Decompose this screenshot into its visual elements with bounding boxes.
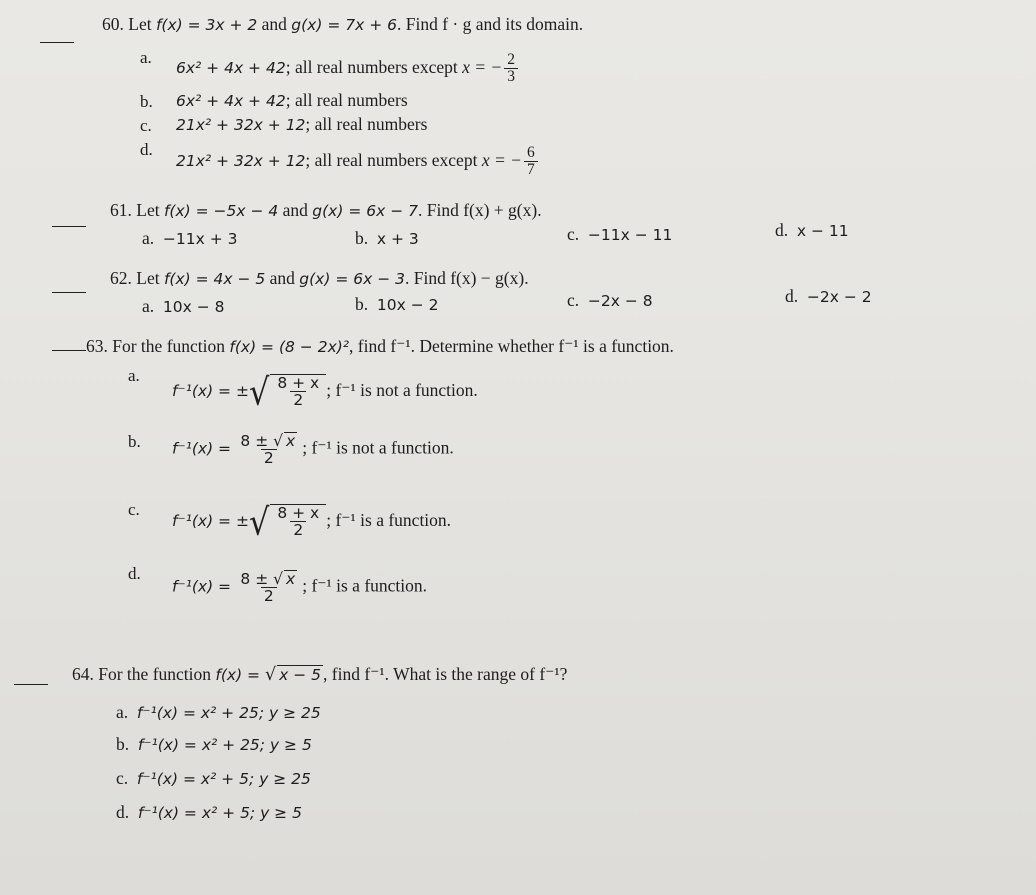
option-64-c[interactable]: c. f⁻¹(x) = x² + 5; y ≥ 25 [116, 768, 311, 788]
answer-blank-63[interactable] [52, 350, 86, 351]
fraction: $\frac{8 \pm √ x}{2}$ [240, 432, 296, 468]
option-61-c[interactable]: c. −11x − 11 [567, 224, 673, 244]
option-60-b[interactable]: 6x² + 4x + 42; all real numbers [176, 90, 408, 110]
answer-blank-64[interactable] [14, 684, 48, 685]
option-60-c[interactable]: 21x² + 32x + 12; all real numbers [176, 114, 428, 134]
answer-blank-60[interactable] [40, 42, 74, 43]
fraction: $\frac{2}{3}$ [504, 52, 518, 86]
option-62-d[interactable]: d. −2x − 2 [785, 286, 872, 306]
radical-sign: √ [248, 499, 270, 544]
question-62-prompt: 62. Let f(x) = 4x − 5 and g(x) = 6x − 3. Find f(x) − g(x). [110, 268, 529, 288]
option-63-d[interactable]: f⁻¹(x) = $\frac{8 \pm √ x}{2}$ ; f⁻¹ is a function. [172, 570, 428, 606]
option-61-a[interactable]: a. −11x + 3 [142, 228, 238, 248]
option-61-d[interactable]: d. x − 11 [775, 220, 849, 240]
option-letter: a. [128, 366, 140, 385]
question-64-prompt: 64. For the function f(x) = √ x − 5 , find f⁻¹. What is the range of f⁻¹? [72, 664, 568, 685]
radicand: $\frac{8 + x}{2}$ [270, 374, 326, 409]
option-64-a[interactable]: a. f⁻¹(x) = x² + 25; y ≥ 25 [116, 702, 321, 722]
option-letter: b. [128, 432, 141, 451]
radical-sign: √ [264, 665, 277, 685]
radicand: $\frac{8 + x}{2}$ [270, 504, 326, 539]
option-letter: d. [128, 564, 141, 583]
fraction: $\frac{8 \pm √ x}{2}$ [240, 570, 296, 606]
option-62-c[interactable]: c. −2x − 8 [567, 290, 653, 310]
option-61-b[interactable]: b. x + 3 [355, 228, 419, 248]
option-63-c[interactable]: f⁻¹(x) = ±√ $\frac{8 + x}{2}$ ; f⁻¹ is a function. [172, 499, 452, 544]
option-letter: c. [140, 116, 152, 135]
answer-blank-62[interactable] [52, 292, 86, 293]
option-60-d[interactable]: 21x² + 32x + 12; all real numbers except x = − $\frac{6}{7}$ [176, 145, 540, 179]
option-letter: d. [140, 140, 153, 159]
option-63-a[interactable]: f⁻¹(x) = ±√ $\frac{8 + x}{2}$ ; f⁻¹ is not a function. [172, 369, 478, 414]
option-64-b[interactable]: b. f⁻¹(x) = x² + 25; y ≥ 5 [116, 734, 312, 754]
option-letter: a. [140, 48, 152, 67]
question-60-prompt: 60. Let f(x) = 3x + 2 and g(x) = 7x + 6. Find f · g and its domain. [102, 14, 584, 34]
radical-sign: √ [273, 432, 284, 450]
question-63-prompt: 63. For the function f(x) = (8 − 2x)², find f⁻¹. Determine whether f⁻¹ is a function. [86, 336, 674, 356]
radical-sign: √ [248, 369, 270, 414]
answer-blank-61[interactable] [52, 226, 86, 227]
option-63-b[interactable]: f⁻¹(x) = $\frac{8 \pm √ x}{2}$ ; f⁻¹ is not a function. [172, 432, 454, 468]
option-62-a[interactable]: a. 10x − 8 [142, 296, 225, 316]
option-letter: b. [140, 92, 153, 111]
option-letter: c. [128, 500, 140, 519]
option-64-d[interactable]: d. f⁻¹(x) = x² + 5; y ≥ 5 [116, 802, 302, 822]
option-62-b[interactable]: b. 10x − 2 [355, 294, 439, 314]
radical-sign: √ [273, 570, 284, 588]
fraction: $\frac{6}{7}$ [524, 145, 538, 179]
question-61-prompt: 61. Let f(x) = −5x − 4 and g(x) = 6x − 7. Find f(x) + g(x). [110, 200, 542, 220]
option-60-a[interactable]: 6x² + 4x + 42; all real numbers except x = − $\frac{2}{3}$ [176, 52, 520, 86]
